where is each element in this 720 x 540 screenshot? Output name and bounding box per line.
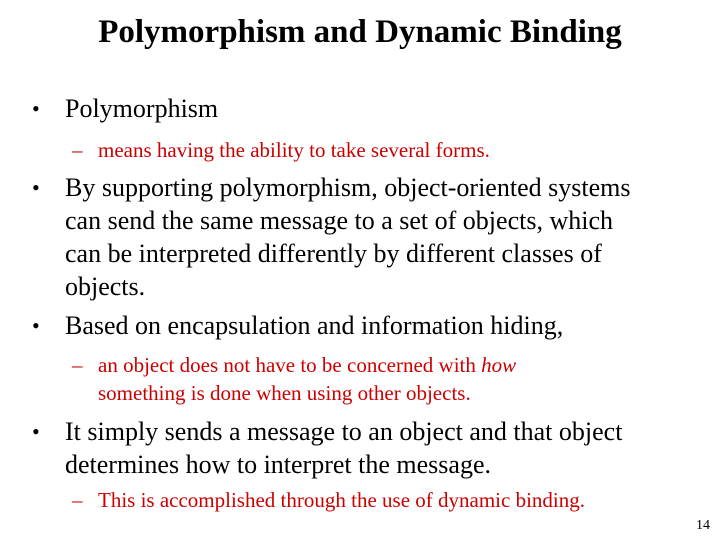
- sub-bullet-definition: [72, 136, 692, 164]
- sub-bullet-marker: –: [72, 138, 83, 162]
- bullet-text-line-1: It simply sends a message to an object and that object: [65, 417, 623, 446]
- sub-bullet-text-line-2: something is done when using other objects.: [98, 381, 471, 405]
- slide-title: Polymorphism and Dynamic Binding: [98, 14, 622, 50]
- bullet-text: Polymorphism: [65, 94, 219, 123]
- page-number: 14: [696, 518, 710, 533]
- sub-bullet-marker: –: [72, 488, 83, 512]
- bullet-polymorphism: [32, 92, 692, 125]
- bullet-text-line-2: determines how to interpret the message.: [65, 450, 491, 479]
- sub-bullet-text: means having the ability to take several forms.: [98, 138, 490, 162]
- bullet-supporting-polymorphism: [32, 171, 692, 303]
- sub-bullet-marker: –: [72, 353, 83, 377]
- bullet-text-line-1: By supporting polymorphism, object-oriented systems: [65, 173, 631, 202]
- sub-bullet-text-plain: an object does not have to be concerned with: [98, 353, 476, 377]
- bullet-encapsulation: [32, 309, 692, 342]
- sub-bullet-not-concerned: [72, 351, 692, 407]
- sub-bullet-dynamic-binding: [72, 486, 692, 514]
- bullet-text-line-4: objects.: [65, 272, 146, 301]
- bullet-text-line-2: can send the same message to a set of objects, which: [65, 206, 613, 235]
- sub-bullet-text-line-1: [98, 351, 692, 379]
- bullet-sends-message: [32, 415, 692, 481]
- emphasis-how: how: [481, 353, 517, 377]
- bullet-marker: •: [32, 96, 40, 121]
- sub-bullet-text: This is accomplished through the use of dynamic binding.: [98, 488, 585, 512]
- bullet-marker: •: [32, 313, 40, 338]
- bullet-marker: •: [32, 175, 40, 200]
- bullet-text: Based on encapsulation and information hiding,: [65, 311, 564, 340]
- bullet-text-line-3: can be interpreted differently by different classes of: [65, 239, 602, 268]
- bullet-marker: •: [32, 419, 40, 444]
